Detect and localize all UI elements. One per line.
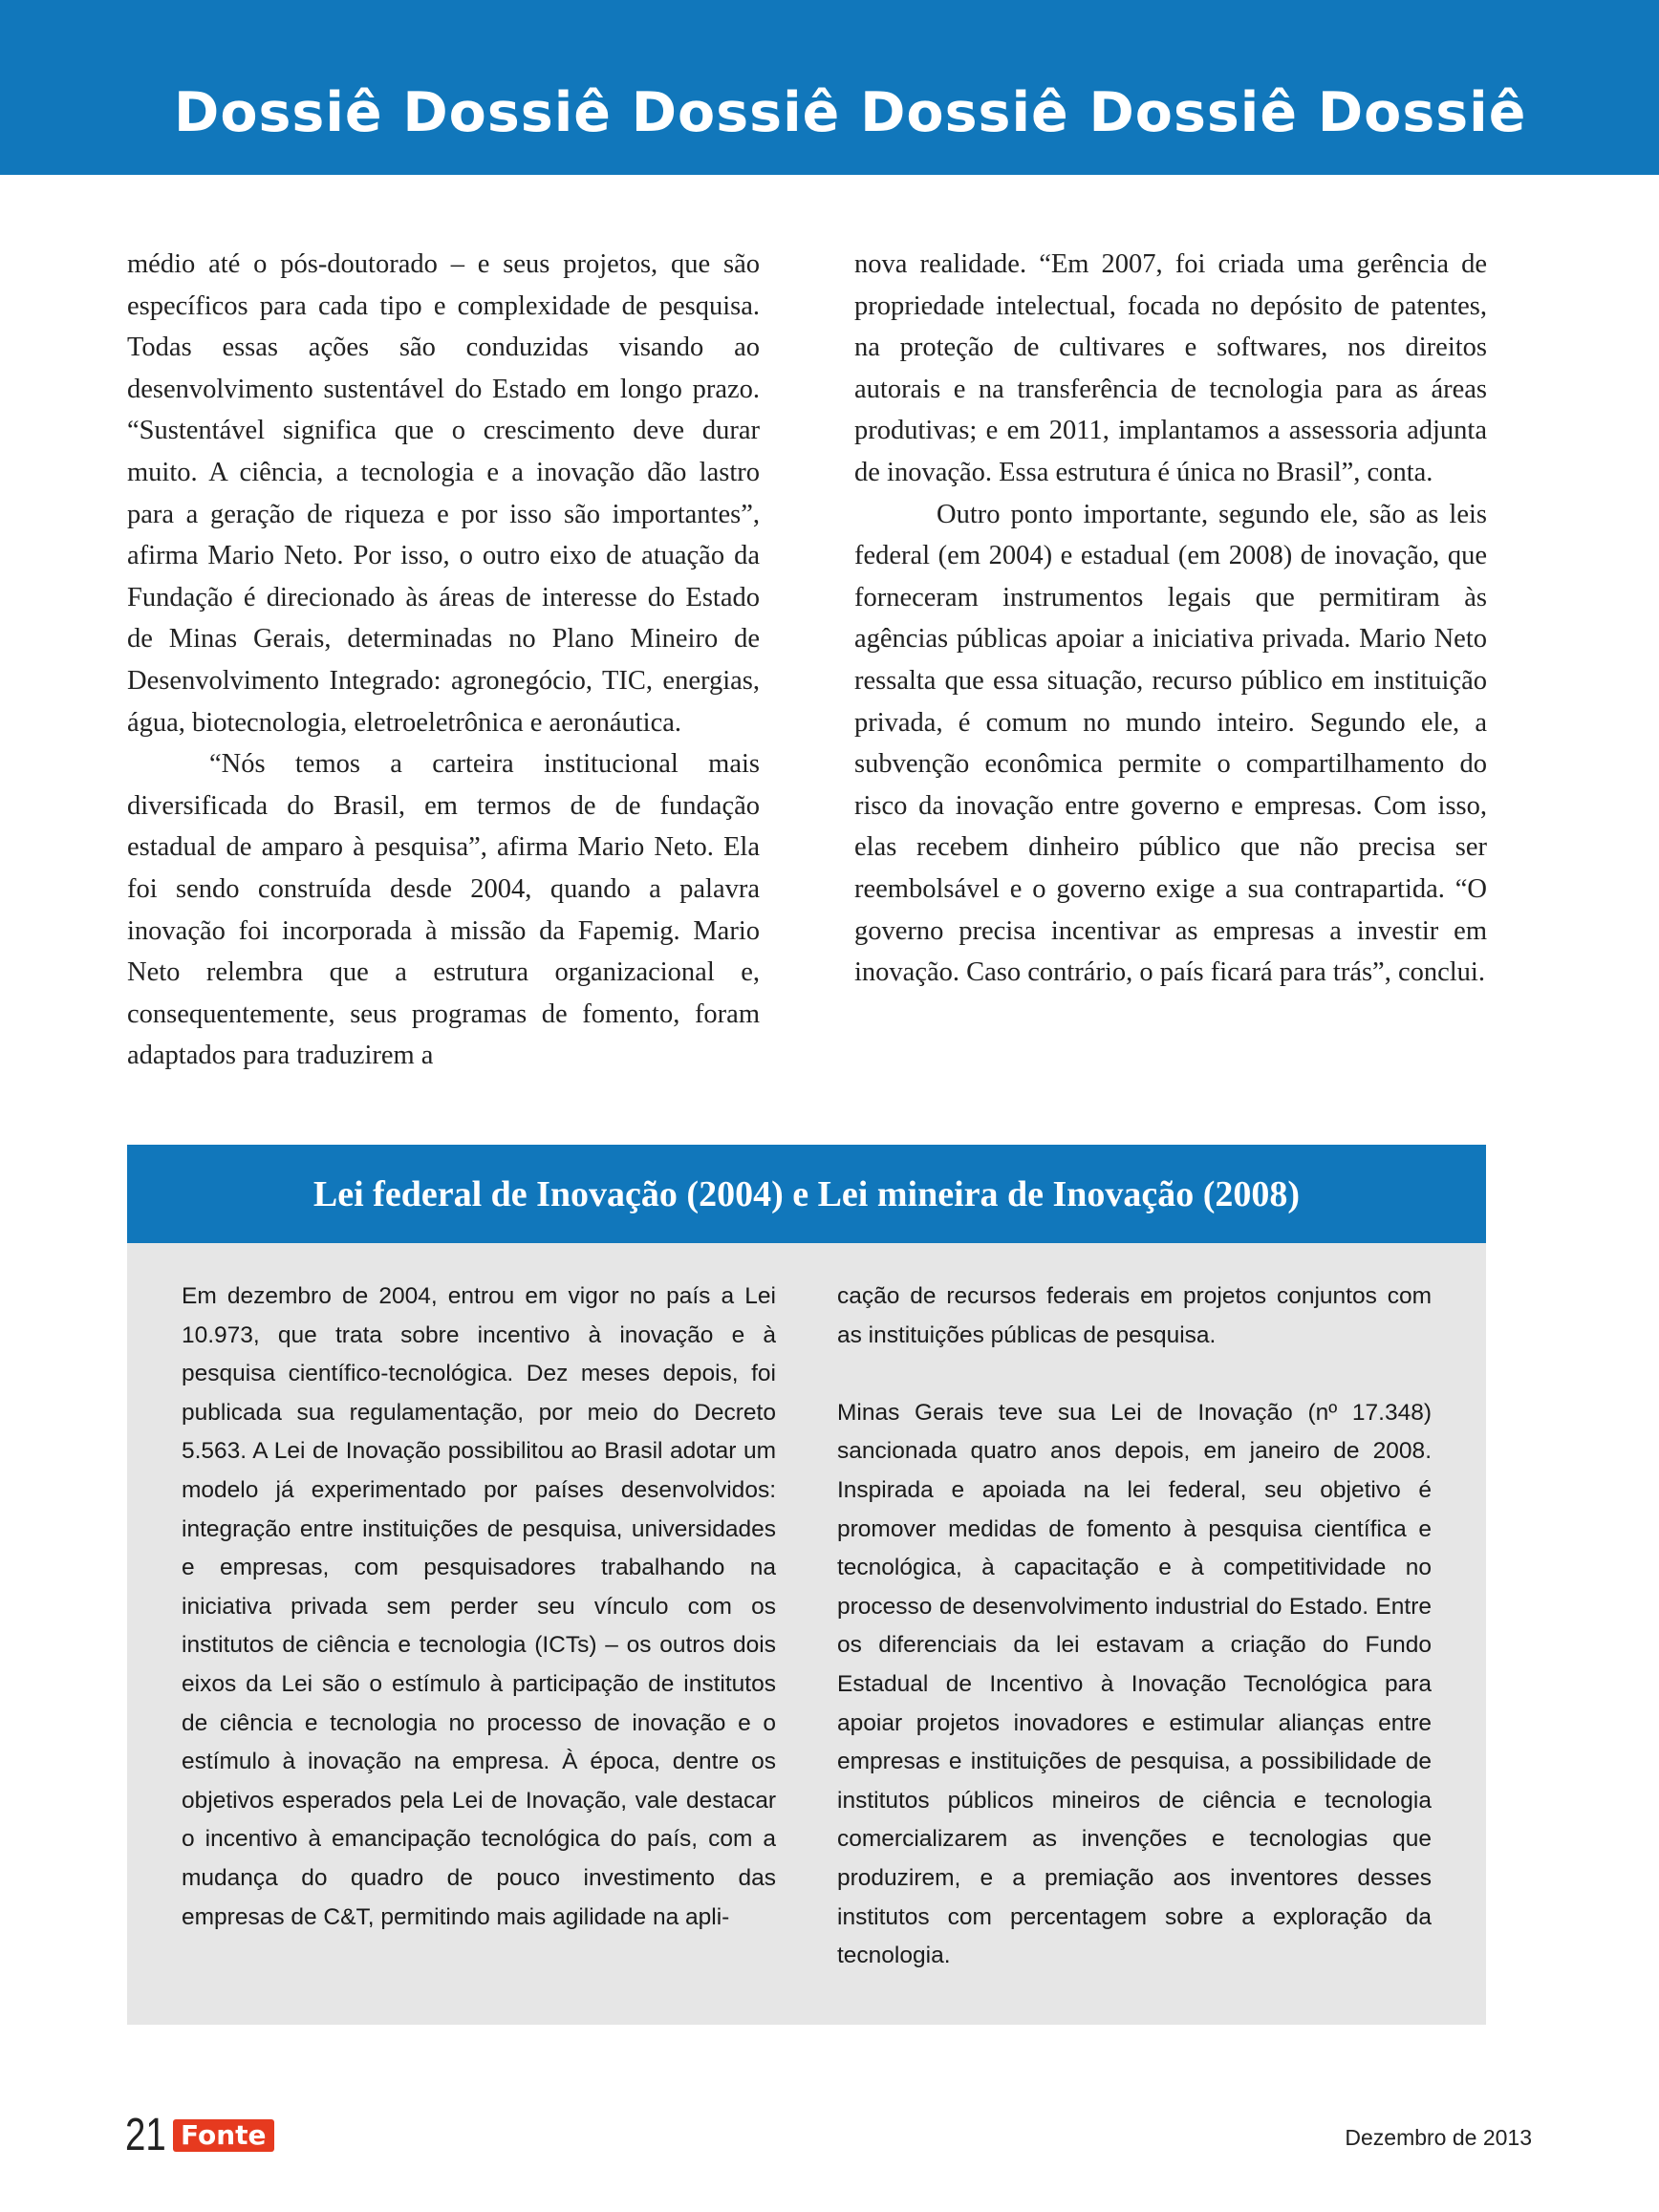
sidebar-box-header bbox=[127, 1145, 1486, 1243]
footer bbox=[125, 2109, 274, 2162]
sidebar-column-right bbox=[837, 1278, 1432, 1976]
section-title: Dossiê Dossiê Dossiê Dossiê Dossiê Dossiê bbox=[174, 81, 1527, 144]
article-paragraph: Outro ponto importante, segundo ele, são as leis federal (em 2004) e estadual (em 2008) de inovação, que forneceram instrumentos legais que permitiram às agências públicas apoiar a iniciativa privada. Mario Neto ressalta que essa situação, recurso público em instituição privada, é comum no mundo inteiro. Segundo ele, a subvenção econômica permite o compartilhamento do risco da inovação entre governo e empresas. Com isso, elas recebem dinheiro público que não precisa ser reembolsável e o governo exige a sua contrapartida. “O governo precisa incentivar as empresas a investir em inovação. Caso contrário, o país ficará para trás”, conclui. bbox=[854, 499, 1487, 988]
sidebar-paragraph: Em dezembro de 2004, entrou em vigor no país a Lei 10.973, que trata sobre incentivo à inovação e à pesquisa científico-tecnológica. Dez meses depois, foi publicada sua regulamentação, por meio do Decreto 5.563. A Lei de Inovação possibilitou ao Brasil adotar um modelo já experimentado por países desenvolvidos: integração entre instituições de pesquisa, universidades e empresas, com pesquisadores trabalhando na iniciativa privada sem perder seu vínculo com os institutos de ciência e tecnologia (ICTs) – os outros dois eixos da Lei são o estímulo à participação de institutos de ciência e tecnologia no processo de inovação e o estímulo à inovação na empresa. À época, dentre os objetivos esperados pela Lei de Inovação, vale destacar o incentivo à emancipação tecnológica do país, com a mudança do quadro de pouco investimento das empresas de C&T, permitindo mais agilidade na apli- bbox=[182, 1283, 776, 1930]
page-number: 21 bbox=[125, 2110, 166, 2160]
sidebar-paragraph: cação de recursos federais em projetos conjuntos com as instituições públicas de pesquisa. bbox=[837, 1283, 1432, 1348]
sidebar-paragraph: Minas Gerais teve sua Lei de Inovação (nº 17.348) sancionada quatro anos depois, em janeiro de 2008. Inspirada e apoiada na lei federal, seu objetivo é promover medidas de fomento à pesquisa científica e tecnológica, à capacitação e à competitividade no processo de desenvolvimento industrial do Estado. Entre os diferenciais da lei estavam a criação do Fundo Estadual de Incentivo à Inovação Tecnológica para apoiar projetos inovadores e estimular alianças entre empresas e instituições de pesquisa, a possibilidade de institutos públicos mineiros de ciência e tecnologia comercializarem as invenções e tecnologias que produzirem, e a premiação aos inventores desses institutos com percentagem sobre a exploração da tecnologia. bbox=[837, 1399, 1432, 1969]
article-paragraph: “Nós temos a carteira institucional mais diversificada do Brasil, em termos de de fundação estadual de amparo à pesquisa”, afirma Mario Neto. Ela foi sendo construída desde 2004, quando a palavra inovação foi incorporada à missão da Fapemig. Mario Neto relembra que a estrutura organizacional e, consequentemente, seus programas de fomento, foram adaptados para traduzirem a bbox=[127, 749, 760, 1071]
header-banner bbox=[0, 0, 1659, 175]
article-paragraph: médio até o pós-doutorado – e seus projetos, que são específicos para cada tipo e complexidade de pesquisa. Todas essas ações são conduzidas visando ao desenvolvimento sustentável do Estado em longo prazo. “Sustentável significa que o crescimento deve durar muito. A ciência, a tecnologia e a inovação dão lastro para a geração de riqueza e por isso são importantes”, afirma Mario Neto. Por isso, o outro eixo de atuação da Fundação é direcionado às áreas de interesse do Estado de Minas Gerais, determinadas no Plano Mineiro de Desenvolvimento Integrado: agronegócio, TIC, energias, água, biotecnologia, eletroeletrônica e aeronáutica. bbox=[127, 249, 760, 738]
sidebar-box-title: Lei federal de Inovação (2004) e Lei mineira de Inovação (2008) bbox=[312, 1173, 1301, 1214]
article-column-left bbox=[127, 244, 760, 1077]
fonte-logo: Fonte bbox=[173, 2119, 274, 2153]
article-column-right bbox=[854, 244, 1487, 994]
article-paragraph: nova realidade. “Em 2007, foi criada uma gerência de propriedade intelectual, focada no depósito de patentes, na proteção de cultivares e softwares, nos direitos autorais e na transferência de tecnologia para as áreas produtivas; e em 2011, implantamos a assessoria adjunta de inovação. Essa estrutura é única no Brasil”, conta. bbox=[854, 249, 1487, 487]
sidebar-column-left bbox=[182, 1278, 776, 1937]
issue-date: Dezembro de 2013 bbox=[1345, 2125, 1532, 2150]
